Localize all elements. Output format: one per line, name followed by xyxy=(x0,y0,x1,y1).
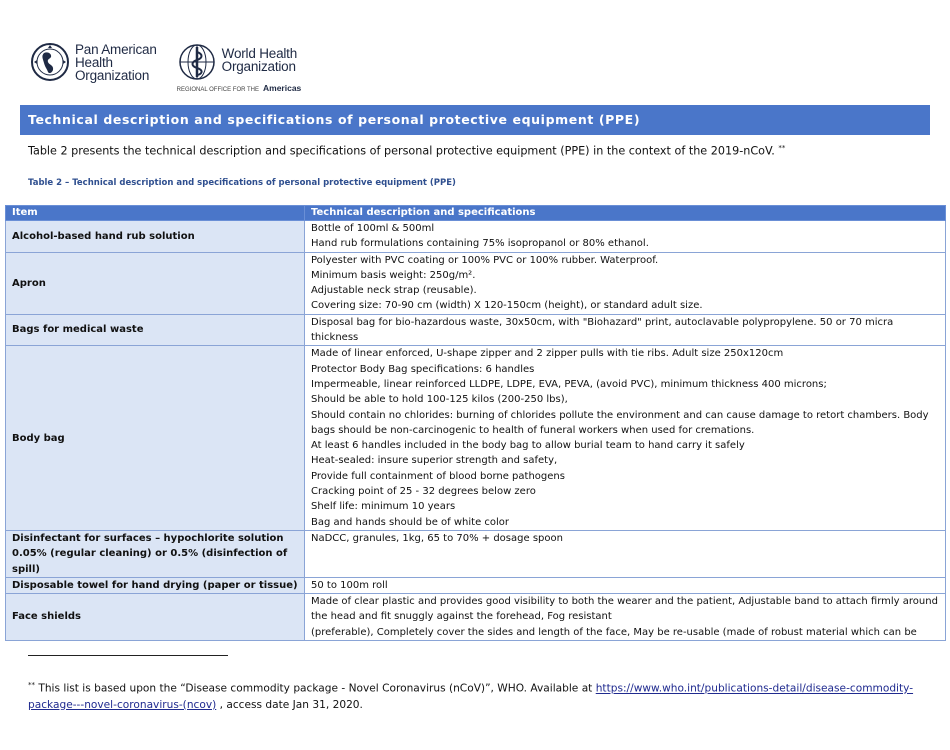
description-line: At least 6 handles included in the body bag to allow burial team to hand carry it safely xyxy=(311,440,745,452)
description-line: Disposal bag for bio-hazardous waste, 30x50cm, with "Biohazard" print, autoclavable polypropylene. 50 or 70 micra thickness xyxy=(311,316,894,344)
table-caption: Table 2 – Technical description and specifications of personal protective equipment (PPE) xyxy=(28,178,456,188)
footnote-text-after: , access date Jan 31, 2020. xyxy=(216,698,363,711)
row-item: Face shields xyxy=(6,594,305,641)
description-line: Minimum basis weight: 250g/m². xyxy=(311,269,476,281)
row-description xyxy=(305,221,946,253)
footnote xyxy=(28,677,928,713)
paho-name-line3: Organization xyxy=(75,67,150,83)
who-regional-label xyxy=(177,83,302,93)
description-line: Should be able to hold 100-125 kilos (200-250 lbs), xyxy=(311,394,568,406)
description-line: Bag and hands should be of white color xyxy=(311,516,510,528)
who-logo xyxy=(177,42,302,93)
intro-text: Table 2 presents the technical description and specifications of personal protective equipment (PPE) in the context of the 2019-nCoV. xyxy=(28,144,775,158)
footnote-link[interactable]: https://www.who.int/publications-detail/disease-commodity-package---novel-coronavirus-(ncov) xyxy=(28,682,914,711)
header-description: Technical description and specifications xyxy=(305,206,946,221)
description-line: Protector Body Bag specifications: 6 handles xyxy=(311,363,535,375)
table-row xyxy=(6,314,946,346)
description-line: Made of clear plastic and provides good visibility to both the wearer and the patient, Adjustable band to attach firmly around the head and fit snuggly against the forehead, Fog resistant xyxy=(311,596,938,623)
table-row xyxy=(6,346,946,531)
description-line: Hand rub formulations containing 75% isopropanol or 80% ethanol. xyxy=(311,238,649,250)
intro-paragraph xyxy=(28,144,785,158)
description-line: Adjustable neck strap (reusable). xyxy=(311,285,477,297)
who-regional-small: REGIONAL OFFICE FOR THE xyxy=(176,87,259,93)
table-row xyxy=(6,530,946,577)
footnote-marker[interactable]: ** xyxy=(778,144,786,152)
paho-logo xyxy=(30,42,157,82)
ppe-table xyxy=(5,205,946,641)
row-description xyxy=(305,577,946,593)
who-name-line1: World Health xyxy=(221,46,298,61)
header-item: Item xyxy=(6,206,305,221)
paho-globe-icon xyxy=(30,42,70,82)
footnote-marker-label: ** xyxy=(28,681,35,689)
row-description xyxy=(305,314,946,346)
table-row xyxy=(6,252,946,314)
row-item: Apron xyxy=(6,252,305,314)
table-row xyxy=(6,221,946,253)
description-line: Heat-sealed: insure superior strength and safety, xyxy=(311,455,558,467)
who-emblem-icon xyxy=(177,42,217,82)
footnote-text-before: This list is based upon the “Disease commodity package - Novel Coronavirus (nCoV)”, WHO. Available at xyxy=(35,682,596,695)
table-row xyxy=(6,594,946,641)
row-description xyxy=(305,594,946,641)
row-item: Bags for medical waste xyxy=(6,314,305,346)
header-logos xyxy=(30,42,301,92)
description-line: Made of linear enforced, U-shape zipper and 2 zipper pulls with tie ribs. Adult size 250x120cm xyxy=(311,348,784,360)
row-description xyxy=(305,530,946,577)
who-name-line2: Organization xyxy=(221,59,296,74)
description-line: Cracking point of 25 - 32 degrees below zero xyxy=(311,486,536,498)
description-line: NaDCC, granules, 1kg, 65 to 70% + dosage spoon xyxy=(311,532,563,544)
row-description xyxy=(305,346,946,531)
table-header-row xyxy=(6,206,946,221)
description-line: 50 to 100m roll xyxy=(311,579,388,591)
description-line: Provide full containment of blood borne pathogens xyxy=(311,470,565,482)
row-item: Disposable towel for hand drying (paper or tissue) xyxy=(6,577,305,593)
description-line: Covering size: 70-90 cm (width) X 120-150cm (height), or standard adult size. xyxy=(311,300,703,312)
description-line: Polyester with PVC coating or 100% PVC or 100% rubber. Waterproof. xyxy=(311,254,659,266)
row-item: Disinfectant for surfaces – hypochlorite solution 0.05% (regular cleaning) or 0.5% (disinfection of spill) xyxy=(6,530,305,577)
row-item: Alcohol-based hand rub solution xyxy=(6,221,305,253)
paho-name-line2: Health xyxy=(75,54,113,70)
description-line: (preferable), Completely cover the sides and length of the face, May be re-usable (made of robust material which can be xyxy=(311,626,917,638)
row-description xyxy=(305,252,946,314)
row-item: Body bag xyxy=(6,346,305,531)
footnote-separator xyxy=(28,655,228,656)
section-banner: Technical description and specifications of personal protective equipment (PPE) xyxy=(20,105,930,135)
description-line: Shelf life: minimum 10 years xyxy=(311,501,456,513)
description-line: Bottle of 100ml & 500ml xyxy=(311,223,435,234)
paho-name-line1: Pan American xyxy=(75,41,157,57)
table-row xyxy=(6,577,946,593)
who-region-name: Americas xyxy=(263,83,302,93)
description-line: Impermeable, linear reinforced LLDPE, LDPE, EVA, PEVA, (avoid PVC), minimum thickness 400 microns; xyxy=(311,378,827,390)
description-line: Should contain no chlorides: burning of chlorides pollute the environment and can cause damage to retort chambers. Body bags should be non-carcinogenic to health of funeral workers when used for cremations. xyxy=(311,409,929,436)
